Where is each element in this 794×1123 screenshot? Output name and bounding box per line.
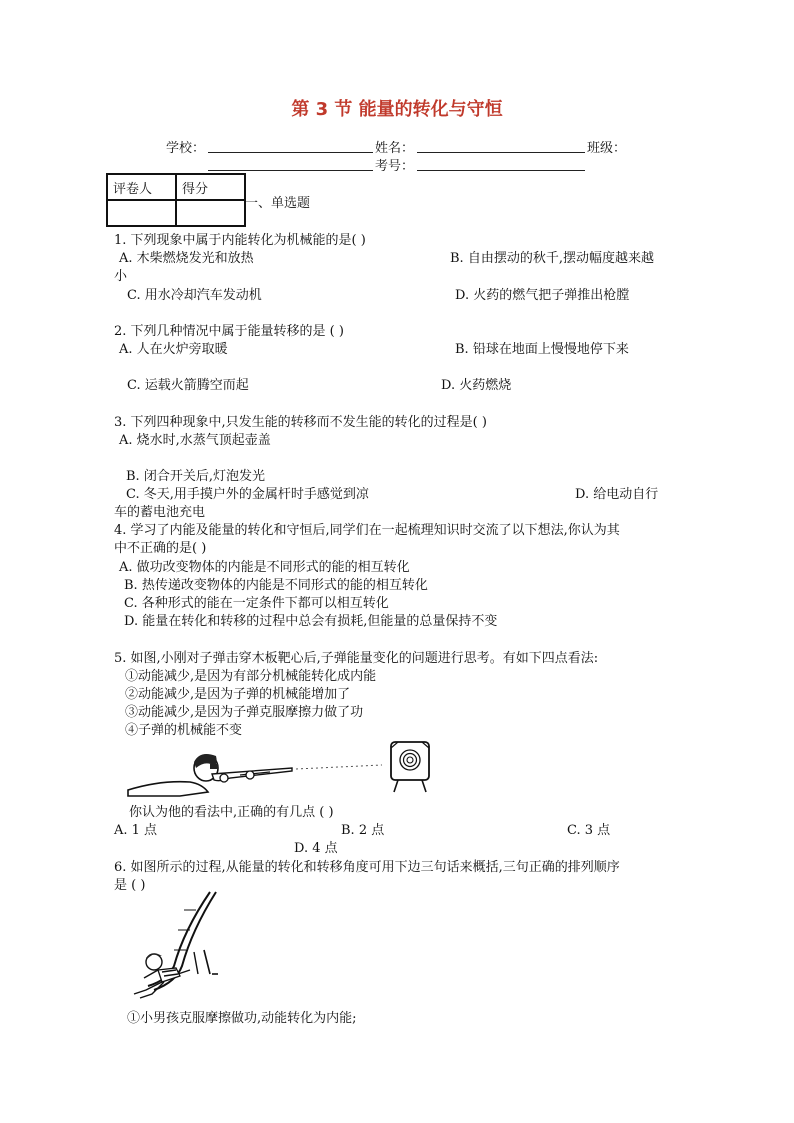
page-title: 第 3 节 能量的转化与守恒: [291, 99, 503, 120]
exam-no-label: 考号：: [375, 159, 415, 174]
q2-option-d: D. 火药燃烧: [441, 378, 512, 393]
q1-option-c: C. 用水冷却汽车发动机: [127, 288, 262, 303]
score-table: [106, 173, 246, 227]
q4-option-d: D. 能量在转化和转移的过程中总会有损耗,但能量的总量保持不变: [124, 614, 498, 629]
school-field[interactable]: [208, 152, 373, 153]
q2-option-a: A. 人在火炉旁取暖: [119, 342, 228, 357]
class-label: 班级：: [587, 141, 627, 156]
q4-option-a: A. 做功改变物体的内能是不同形式的能的相互转化: [119, 560, 410, 575]
q6-stem: 6. 如图所示的过程,从能量的转化和转移角度可用下边三句话来概括,三句正确的排列顺序: [114, 860, 620, 875]
grader-header: 评卷人: [107, 174, 176, 200]
score-header: 得分: [176, 174, 245, 200]
q2-option-c: C. 运载火箭腾空而起: [127, 378, 249, 393]
class-field[interactable]: [208, 170, 373, 171]
q6-stem-cont: 是 ( ): [114, 878, 146, 893]
q5-ask: 你认为他的看法中,正确的有几点 ( ): [129, 805, 334, 820]
q3-stem: 3. 下列四种现象中,只发生能的转移而不发生能的转化的过程是( ): [114, 415, 487, 430]
q6-statement-1: ①小男孩克服摩擦做功,动能转化为内能;: [127, 1011, 357, 1026]
exam-no-field[interactable]: [417, 170, 585, 171]
q5-statement-1: ①动能减少,是因为有部分机械能转化成内能: [125, 669, 377, 684]
grader-cell[interactable]: [107, 200, 176, 226]
q1-option-b-cont: 小: [114, 269, 128, 284]
score-cell[interactable]: [176, 200, 245, 226]
q1-stem: 1. 下列现象中属于内能转化为机械能的是( ): [114, 233, 366, 248]
q3-option-d: D. 给电动自行: [575, 487, 659, 502]
q2-stem: 2. 下列几种情况中属于能量转移的是 ( ): [114, 324, 344, 339]
name-label: 姓名：: [375, 141, 415, 156]
shooter-illustration: [120, 738, 440, 802]
q2-option-b: B. 铅球在地面上慢慢地停下来: [455, 342, 629, 357]
q5-option-c: C. 3 点: [567, 823, 611, 838]
name-field[interactable]: [417, 152, 585, 153]
q1-option-a: A. 木柴燃烧发光和放热: [119, 251, 254, 266]
q5-statement-3: ③动能减少,是因为子弹克服摩擦力做了功: [125, 705, 364, 720]
q4-stem: 4. 学习了内能及能量的转化和守恒后,同学们在一起梳理知识时交流了以下想法,你认为其: [114, 523, 620, 538]
q5-stem: 5. 如图,小刚对子弹击穿木板靶心后,子弹能量变化的问题进行思考。有如下四点看法:: [114, 651, 599, 666]
q3-option-b: B. 闭合开关后,灯泡发光: [126, 469, 265, 484]
q3-option-d-cont: 车的蓄电池充电: [114, 505, 206, 520]
q5-option-a: A. 1 点: [114, 823, 158, 838]
q1-option-d: D. 火药的燃气把子弹推出枪膛: [455, 288, 630, 303]
q3-option-c: C. 冬天,用手摸户外的金属杆时手感觉到凉: [126, 487, 369, 502]
q4-stem-cont: 中不正确的是( ): [114, 541, 207, 556]
slide-illustration: [124, 890, 234, 1002]
q4-option-c: C. 各种形式的能在一定条件下都可以相互转化: [124, 596, 389, 611]
q3-option-a: A. 烧水时,水蒸气顶起壶盖: [119, 433, 271, 448]
section-heading: 一、单选题: [245, 196, 311, 211]
q4-option-b: B. 热传递改变物体的内能是不同形式的能的相互转化: [124, 578, 428, 593]
q5-option-b: B. 2 点: [341, 823, 385, 838]
q5-option-d: D. 4 点: [294, 841, 338, 856]
q1-option-b: B. 自由摆动的秋千,摆动幅度越来越: [450, 251, 654, 266]
q5-statement-2: ②动能减少,是因为子弹的机械能增加了: [125, 687, 351, 702]
school-label: 学校：: [166, 141, 206, 156]
q5-statement-4: ④子弹的机械能不变: [125, 723, 243, 738]
